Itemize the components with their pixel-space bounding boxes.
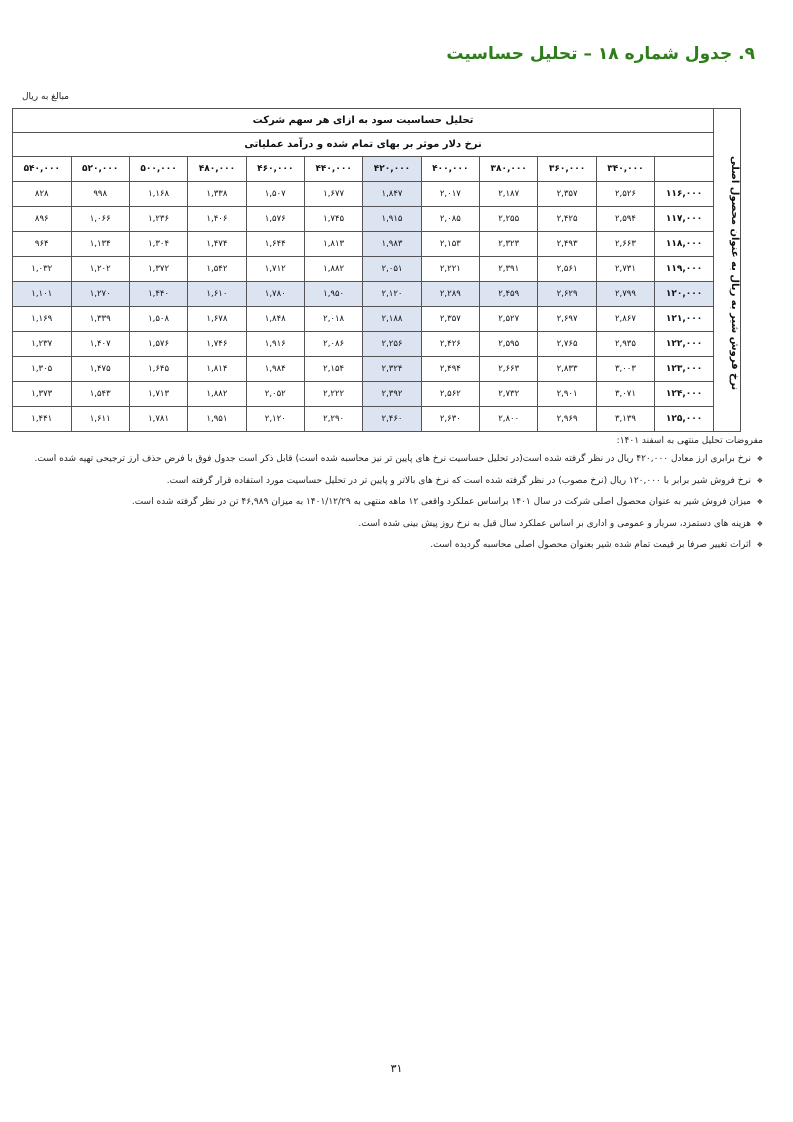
table-cell: ۲,۳۵۷ [538,182,596,207]
table-cell: ۱,۱۳۴ [71,232,129,257]
table-title: تحلیل حساسیت سود به ازای هر سهم شرکت [13,109,714,133]
table-cell: ۱,۹۱۶ [246,332,304,357]
unit-note: مبالغ به ریال [22,92,69,102]
table-cell: ۱,۱۶۸ [129,182,187,207]
table-cell: ۱,۶۴۵ [129,357,187,382]
column-header: ۴۰۰,۰۰۰ [421,157,479,182]
table-cell: ۲,۲۸۹ [421,282,479,307]
table-cell: ۱,۷۱۳ [129,382,187,407]
table-cell: ۱,۵۰۷ [246,182,304,207]
table-cell: ۱,۸۱۴ [188,357,246,382]
table-row [13,307,741,332]
row-header: ۱۲۲,۰۰۰ [655,332,714,357]
column-header: ۴۲۰,۰۰۰ [363,157,421,182]
table-cell: ۲,۵۹۴ [596,207,654,232]
table-cell: ۱,۱۶۹ [13,307,72,332]
table-cell: ۲,۴۶۰ [363,407,421,432]
page-number: ۳۱ [390,1062,403,1075]
column-header: ۴۸۰,۰۰۰ [188,157,246,182]
row-header: ۱۱۶,۰۰۰ [655,182,714,207]
table-cell: ۲,۵۲۷ [480,307,538,332]
table-cell: ۲,۱۸۸ [363,307,421,332]
table-cell: ۱,۹۱۵ [363,207,421,232]
row-header: ۱۲۱,۰۰۰ [655,307,714,332]
table-cell: ۱,۳۳۸ [188,182,246,207]
table-cell: ۱,۶۷۸ [188,307,246,332]
row-header: ۱۲۳,۰۰۰ [655,357,714,382]
table-cell: ۳,۰۰۳ [596,357,654,382]
side-axis-label: نرخ فروش شیر به ریال به عنوان محصول اصلی [714,109,741,432]
table-cell: ۲,۴۹۳ [538,232,596,257]
table-cell: ۲,۹۶۹ [538,407,596,432]
table-cell: ۲,۲۲۲ [304,382,362,407]
table-cell: ۲,۱۵۴ [304,357,362,382]
table-cell: ۱,۹۵۰ [304,282,362,307]
table-cell: ۲,۴۹۴ [421,357,479,382]
table-cell: ۲,۲۵۵ [480,207,538,232]
table-cell: ۲,۶۳۰ [421,407,479,432]
table-cell: ۱,۵۴۳ [71,382,129,407]
table-cell: ۱,۴۴۰ [129,282,187,307]
table-cell: ۲,۶۶۳ [480,357,538,382]
table-cell: ۱,۶۱۱ [71,407,129,432]
table-row [13,407,741,432]
table-cell: ۱,۷۸۰ [246,282,304,307]
table-cell: ۲,۳۲۴ [363,357,421,382]
table-cell: ۲,۰۱۷ [421,182,479,207]
row-header: ۱۱۷,۰۰۰ [655,207,714,232]
table-cell: ۱,۵۰۸ [129,307,187,332]
table-cell: ۱,۷۴۵ [304,207,362,232]
column-header: ۳۸۰,۰۰۰ [480,157,538,182]
assumptions-list [18,453,763,552]
table-cell: ۲,۸۰۰ [480,407,538,432]
table-cell: ۲,۸۶۷ [596,307,654,332]
table-cell: ۱,۳۰۴ [129,232,187,257]
table-cell: ۲,۷۳۲ [480,382,538,407]
corner-cell [655,157,714,182]
column-header: ۳۴۰,۰۰۰ [596,157,654,182]
table-cell: ۱,۲۷۰ [71,282,129,307]
table-cell: ۸۹۶ [13,207,72,232]
assumption-item: ❖ هزینه های دستمزد، سربار و عمومی و اداری بر اساس عملکرد سال قبل به نرخ روز پیش بینی شده است. [18,518,763,531]
table-cell: ۱,۲۰۲ [71,257,129,282]
table-cell: ۱,۱۰۱ [13,282,72,307]
table-cell: ۹۶۴ [13,232,72,257]
table-cell: ۱,۳۰۵ [13,357,72,382]
table-row [13,282,741,307]
table-cell: ۲,۶۹۷ [538,307,596,332]
table-cell: ۲,۴۲۶ [421,332,479,357]
sensitivity-table-wrap [12,108,740,432]
row-header: ۱۲۰,۰۰۰ [655,282,714,307]
table-cell: ۲,۳۹۲ [363,382,421,407]
table-cell: ۱,۴۰۶ [188,207,246,232]
table-cell: ۲,۰۱۸ [304,307,362,332]
table-cell: ۱,۹۵۱ [188,407,246,432]
table-cell: ۱,۷۸۱ [129,407,187,432]
section-heading: ۹. جدول شماره ۱۸ – تحلیل حساسیت [446,44,755,64]
table-cell: ۲,۴۵۹ [480,282,538,307]
table-cell: ۱,۶۴۴ [246,232,304,257]
row-header: ۱۱۹,۰۰۰ [655,257,714,282]
table-cell: ۱,۶۷۷ [304,182,362,207]
assumption-item: ❖ نرخ برابری ارز معادل ۴۲۰,۰۰۰ ریال در نظر گرفته شده است(در تحلیل حساسیت نرخ های پایین تر نیز محاسبه شده است) قابل ذکر است جدول فوق با فرض حذف ارز ترجیحی تهیه شده است. [18,453,763,466]
table-cell: ۲,۲۵۶ [363,332,421,357]
table-cell: ۱,۹۸۴ [246,357,304,382]
table-cell: ۲,۶۲۹ [538,282,596,307]
table-cell: ۱,۴۰۷ [71,332,129,357]
table-row [13,182,741,207]
table-row [13,232,741,257]
table-cell: ۲,۳۹۱ [480,257,538,282]
table-cell: ۲,۲۹۰ [304,407,362,432]
table-cell: ۲,۱۵۳ [421,232,479,257]
table-cell: ۱,۸۱۳ [304,232,362,257]
table-cell: ۱,۶۱۰ [188,282,246,307]
table-cell: ۱,۸۴۸ [246,307,304,332]
table-cell: ۱,۹۸۳ [363,232,421,257]
table-cell: ۲,۶۶۳ [596,232,654,257]
table-cell: ۲,۰۸۵ [421,207,479,232]
table-cell: ۲,۰۸۶ [304,332,362,357]
row-header: ۱۱۸,۰۰۰ [655,232,714,257]
table-cell: ۹۹۸ [71,182,129,207]
table-cell: ۲,۵۹۵ [480,332,538,357]
column-header: ۴۶۰,۰۰۰ [246,157,304,182]
column-header: ۵۲۰,۰۰۰ [71,157,129,182]
table-cell: ۲,۹۰۱ [538,382,596,407]
table-row [13,207,741,232]
table-cell: ۱,۳۳۹ [71,307,129,332]
sensitivity-table [12,108,741,432]
table-cell: ۲,۲۲۱ [421,257,479,282]
table-cell: ۳,۱۳۹ [596,407,654,432]
table-cell: ۱,۷۱۲ [246,257,304,282]
table-cell: ۱,۳۷۳ [13,382,72,407]
table-cell: ۲,۵۶۱ [538,257,596,282]
row-header: ۱۲۵,۰۰۰ [655,407,714,432]
column-header: ۵۰۰,۰۰۰ [129,157,187,182]
assumption-item: ❖ میزان فروش شیر به عنوان محصول اصلی شرکت در سال ۱۴۰۱ براساس عملکرد واقعی ۱۲ ماهه منتهی به ۱۴۰۱/۱۲/۲۹ به میزان ۴۶,۹۸۹ تن در نظر گرفته شده است. [18,496,763,509]
table-cell: ۱,۲۳۷ [13,332,72,357]
column-header: ۳۶۰,۰۰۰ [538,157,596,182]
table-cell: ۱,۰۳۲ [13,257,72,282]
assumption-item: ❖ نرخ فروش شیر برابر با ۱۲۰,۰۰۰ ریال (نرخ مصوب) در نظر گرفته شده است که نرخ های بالاتر و پایین تر در تحلیل حساسیت مورد استفاده قرار گرفته است. [18,475,763,488]
assumptions-section [18,436,763,561]
assumptions-title: مفروضات تحلیل منتهی به اسفند ۱۴۰۱: [616,436,763,446]
table-cell: ۲,۷۹۹ [596,282,654,307]
table-row [13,332,741,357]
table-row [13,382,741,407]
table-cell: ۲,۳۵۷ [421,307,479,332]
column-header-row [13,157,741,182]
table-cell: ۲,۰۵۲ [246,382,304,407]
table-cell: ۱,۸۴۷ [363,182,421,207]
table-cell: ۱,۸۸۲ [304,257,362,282]
table-cell: ۲,۰۵۱ [363,257,421,282]
table-cell: ۳,۰۷۱ [596,382,654,407]
table-cell: ۲,۷۶۵ [538,332,596,357]
table-cell: ۱,۴۷۵ [71,357,129,382]
row-header: ۱۲۴,۰۰۰ [655,382,714,407]
table-cell: ۲,۷۳۱ [596,257,654,282]
table-cell: ۲,۱۲۰ [246,407,304,432]
table-cell: ۱,۵۷۶ [129,332,187,357]
assumption-item: ❖ اثرات تغییر صرفا بر قیمت تمام شده شیر بعنوان محصول اصلی محاسبه گردیده است. [18,539,763,552]
table-cell: ۱,۴۴۱ [13,407,72,432]
table-cell: ۱,۸۸۲ [188,382,246,407]
table-cell: ۸۲۸ [13,182,72,207]
table-cell: ۱,۰۶۶ [71,207,129,232]
table-cell: ۱,۲۳۶ [129,207,187,232]
table-cell: ۲,۱۲۰ [363,282,421,307]
table-cell: ۲,۵۶۲ [421,382,479,407]
table-cell: ۲,۵۲۶ [596,182,654,207]
table-cell: ۱,۵۷۶ [246,207,304,232]
table-row [13,257,741,282]
table-cell: ۲,۱۸۷ [480,182,538,207]
table-cell: ۱,۳۷۲ [129,257,187,282]
table-cell: ۲,۴۲۵ [538,207,596,232]
column-header: ۵۴۰,۰۰۰ [13,157,72,182]
table-cell: ۱,۵۴۲ [188,257,246,282]
table-cell: ۱,۷۴۶ [188,332,246,357]
table-cell: ۲,۳۲۳ [480,232,538,257]
table-cell: ۱,۴۷۴ [188,232,246,257]
column-header: ۴۴۰,۰۰۰ [304,157,362,182]
table-cell: ۲,۸۳۳ [538,357,596,382]
table-cell: ۲,۹۳۵ [596,332,654,357]
table-row [13,357,741,382]
table-subtitle: نرخ دلار موثر بر بهای تمام شده و درآمد عملیاتی [13,133,714,157]
